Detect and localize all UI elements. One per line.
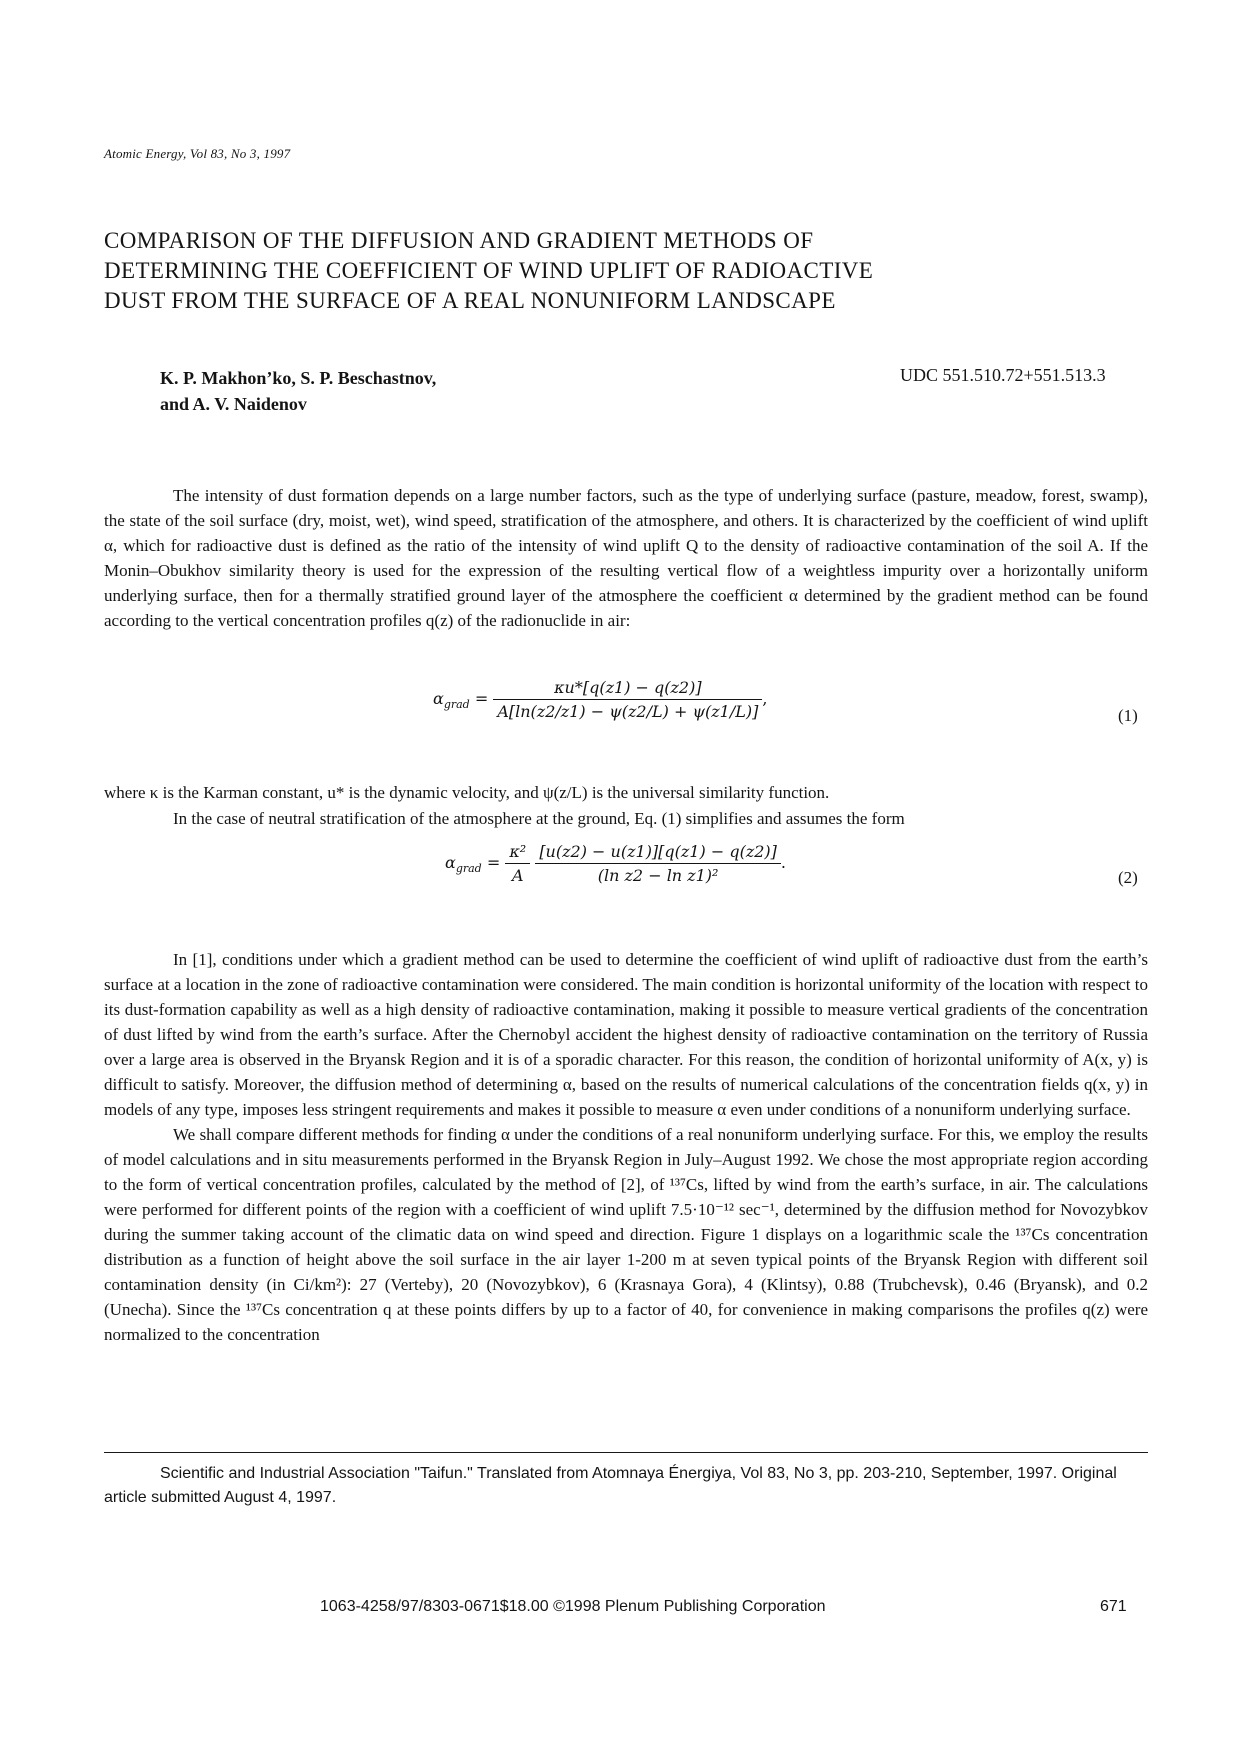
equation-2-number: (2) xyxy=(1118,868,1138,887)
paragraph-4: We shall compare different methods for finding α under the conditions of a real nonuniform underlying surface. For this, we employ the results of model calculations and in situ measurements performed in the Bryansk Region in July–August 1992. We chose the most appropriate region according to the form of vertical concentration profiles, calculated by the method of [2], of ¹³⁷Cs, lifted by wind from the earth’s surface, in air. The calculations were performed for different points of the region with a coefficient of wind uplift 7.5·10⁻¹² sec⁻¹, determined by the diffusion method for Novozybkov during the summer taking account of the climatic data on wind speed and direction. Figure 1 displays on a logarithmic scale the ¹³⁷Cs concentration distribution as a function of height above the soil surface in the air layer 1-200 m at seven typical points of the Bryansk Region with different soil contamination density (in Ci/km²): 27 (Verteby), 20 (Novozybkov), 6 (Krasnaya Gora), 4 (Klintsy), 0.88 (Trubchevsk), 0.46 (Bryansk), and 0.2 (Unecha). Since the ¹³⁷Cs concentration q at these points differs by up to a factor of 40, for convenience in making comparisons the profiles q(z) were normalized to the concentration xyxy=(104,1125,1148,1344)
eq2-coef-numerator: κ² xyxy=(505,842,530,864)
equation-2: $\alpha_{grad}$ = $\frac{\text{κ²}}{A}$ $\frac{[u(z2) - u(z1)][q(z1) - q(z2)]}{\text{(ln z2 − ln z1)²}}$ . xyxy=(445,842,786,885)
eq2-numerator: [u(z2) − u(z1)][q(z1) − q(z2)] xyxy=(535,842,781,864)
footnote xyxy=(104,1462,1148,1510)
footer-code: 1063-4258/97/8303-0671$18.00 ©1998 Plenum Publishing Corporation xyxy=(320,1598,826,1615)
title-line-1: COMPARISON OF THE DIFFUSION AND GRADIENT METHODS OF xyxy=(104,228,814,253)
authors-line-2: and A. V. Naidenov xyxy=(160,394,307,414)
neutral-text: In the case of neutral stratification of the atmosphere at the ground, Eq. (1) simplifies and assumes the form xyxy=(173,809,905,828)
eq2-coef-denominator: A xyxy=(511,866,524,885)
journal-header: Atomic Energy, Vol 83, No 3, 1997 xyxy=(104,146,291,161)
abstract-paragraph xyxy=(104,483,1148,633)
title-line-2: DETERMINING THE COEFFICIENT OF WIND UPLIFT OF RADIOACTIVE xyxy=(104,258,874,283)
article-title xyxy=(104,226,1144,316)
eq1-fraction xyxy=(493,678,762,721)
eq2-lhs-sub: grad xyxy=(455,862,482,876)
eq1-lhs: α xyxy=(433,689,444,708)
eq1-numerator: κu*[q(z1) − q(z2)] xyxy=(493,678,762,700)
equation-1: $\alpha_{grad}$ = $\frac{\kappa u*[q(z1) - q(z2)]}{A[\ln(z2/z1) - \psi(z2/L) + \psi(z1/L)]}$ , xyxy=(433,678,768,721)
footnote-text: Scientific and Industrial Association "Taifun." Translated from Atomnaya Énergiya, Vol 83, No 3, pp. 203-210, September, 1997. Original article submitted August 4, 1997. xyxy=(104,1465,1117,1506)
footnote-rule xyxy=(104,1452,1148,1453)
eq1-denominator: A[ln(z2/z1) − ψ(z2/L) + ψ(z1/L)] xyxy=(497,702,759,721)
udc-code: UDC 551.510.72+551.513.3 xyxy=(900,365,1106,385)
eq2-denominator: (ln z2 − ln z1)² xyxy=(597,866,719,885)
title-line-3: DUST FROM THE SURFACE OF A REAL NONUNIFORM LANDSCAPE xyxy=(104,288,836,313)
paragraph-1: The intensity of dust formation depends on a large number factors, such as the type of underlying surface (pasture, meadow, forest, swamp), the state of the soil surface (dry, moist, wet), wind speed, stratification of the atmosphere, and others. It is characterized by the coefficient of wind uplift α, which for radioactive dust is defined as the ratio of the intensity of wind uplift Q to the density of radioactive contamination of the soil A. If the Monin–Obukhov similarity theory is used for the expression of the resulting vertical flow of a weightless impurity over a horizontally uniform underlying surface, then for a thermally stratified ground layer of the atmosphere the coefficient α determined by the gradient method can be found according to the vertical concentration profiles q(z) of the radionuclide in air: xyxy=(104,486,1148,630)
authors-line-1: K. P. Makhon’ko, S. P. Beschastnov, xyxy=(160,368,437,388)
page-number: 671 xyxy=(1100,1598,1127,1615)
authors xyxy=(160,365,436,417)
where-text: where κ is the Karman constant, u* is the dynamic velocity, and ψ(z/L) is the universal similarity function. xyxy=(104,783,830,802)
equation-1-number: (1) xyxy=(1118,706,1138,725)
eq2-coefficient xyxy=(505,842,530,885)
eq2-fraction xyxy=(535,842,781,885)
eq1-lhs-sub: grad xyxy=(443,698,470,712)
paragraph-3: In [1], conditions under which a gradient method can be used to determine the coefficient of wind uplift of radioactive dust from the earth’s surface at a location in the zone of radioactive contamination were considered. The main condition is horizontal uniformity of the location with respect to its dust-formation capability as well as a high density of radioactive contamination, making it possible to measure vertical gradients of the concentration of dust lifted by wind from the earth’s surface. After the Chernobyl accident the highest density of radioactive contamination on the territory of Russia over a large area is observed in the Bryansk Region and it is of a sporadic character. For this reason, the condition of horizontal uniformity of A(x, y) is difficult to satisfy. Moreover, the diffusion method of determining α, based on the results of numerical calculations of the concentration fields q(x, y) in models of any type, imposes less stringent requirements and makes it possible to measure α even under conditions of a nonuniform underlying surface. xyxy=(104,950,1148,1119)
neutral-line xyxy=(104,806,1148,831)
where-line xyxy=(104,780,1148,805)
eq2-lhs: α xyxy=(445,853,456,872)
body-text xyxy=(104,947,1148,1347)
